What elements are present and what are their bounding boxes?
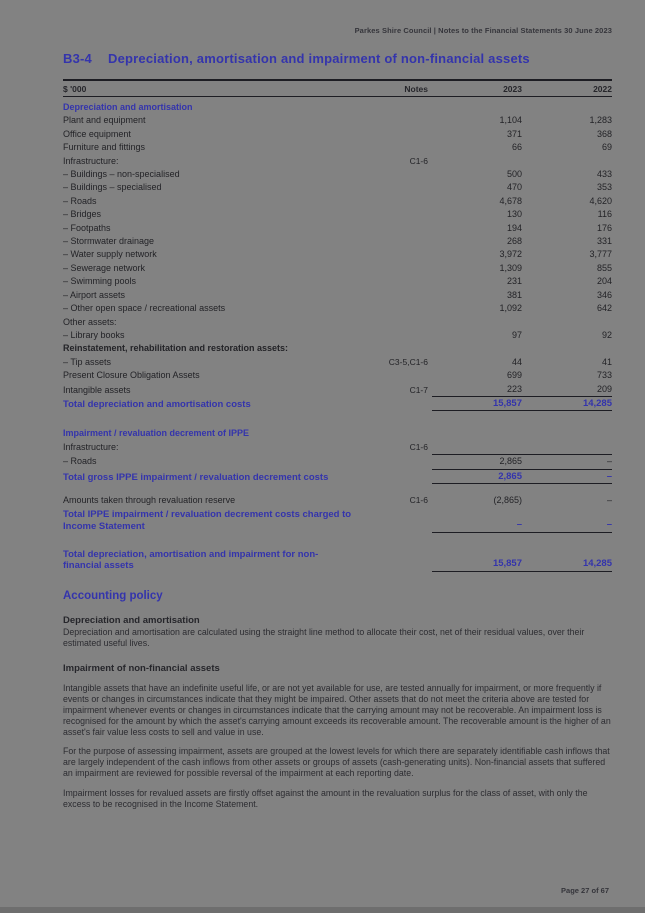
row-label: – Buildings – non-specialised <box>63 169 180 180</box>
row-label: Depreciation and amortisation <box>63 102 193 112</box>
cell-2023: 15,857 <box>432 397 522 411</box>
row-label: Plant and equipment <box>63 115 146 126</box>
page-number: Page 27 of 67 <box>561 886 609 895</box>
cell-2023: 1,092 <box>499 303 522 314</box>
cell-2023: 44 <box>511 356 522 367</box>
row-label: – Swimming pools <box>63 276 137 287</box>
table-row <box>63 195 612 208</box>
table-row <box>63 275 612 288</box>
cell-2022: 69 <box>601 142 612 153</box>
cell-2023: 223 <box>432 383 522 397</box>
table-row <box>63 547 612 572</box>
cell-2023: 268 <box>506 236 522 247</box>
cell-2022: 4,620 <box>589 195 612 206</box>
table-row <box>63 427 612 440</box>
table-body <box>63 101 612 572</box>
row-label: – Buildings – specialised <box>63 182 162 193</box>
cell-2022: 3,777 <box>589 249 612 260</box>
cell-2022: – <box>522 454 612 468</box>
table-row <box>63 248 612 261</box>
cell-2023: 381 <box>506 289 522 300</box>
table-row <box>63 494 612 507</box>
cell-2022: 642 <box>596 303 612 314</box>
row-note-ref: C3-5,C1-6 <box>388 356 428 367</box>
table-row <box>63 383 612 397</box>
cell-2022: 14,285 <box>522 397 612 411</box>
row-label: – Footpaths <box>63 222 111 233</box>
cell-2023: 699 <box>506 370 522 381</box>
row-label: – Tip assets <box>63 356 112 367</box>
row-label: Intangible assets <box>63 384 131 395</box>
table-row <box>63 533 612 547</box>
table-row <box>63 289 612 302</box>
table-row <box>63 369 612 382</box>
row-note-ref: C1-6 <box>409 155 428 166</box>
table-row <box>63 356 612 369</box>
accounting-policy-section <box>63 590 612 810</box>
cell-2023: 500 <box>506 169 522 180</box>
table-row <box>63 342 612 355</box>
table-row <box>63 262 612 275</box>
cell-2022: 92 <box>601 329 612 340</box>
row-label: – Library books <box>63 329 125 340</box>
policy-subheading-impairment: Impairment of non-financial assets <box>63 663 220 675</box>
row-label: Impairment / revaluation decrement of IPPE <box>63 428 250 439</box>
row-label: Infrastructure: <box>63 441 119 452</box>
table-row <box>63 114 612 127</box>
policy-paragraph: Impairment losses for revalued assets are firstly offset against the amount in the revaluation surplus for the class of asset, with only the excess to be recognised in the Income Statement. <box>63 787 588 809</box>
row-label: – Water supply network <box>63 249 157 260</box>
cell-2023: (2,865) <box>493 494 522 505</box>
column-header-2023: 2023 <box>503 84 522 94</box>
cell-2023: 2,865 <box>432 469 522 484</box>
row-label: Total depreciation and amortisation costs <box>63 398 251 410</box>
cell-2022: 41 <box>601 356 612 367</box>
cell-2023: 194 <box>506 222 522 233</box>
column-header-2022: 2022 <box>593 84 612 94</box>
cell-2022: 433 <box>596 169 612 180</box>
cell-2022: 368 <box>596 128 612 139</box>
row-label: – Other open space / recreational assets <box>63 303 226 314</box>
table-row <box>63 469 612 484</box>
cell-2023: – <box>432 518 522 532</box>
cell-2023: 1,104 <box>499 115 522 126</box>
cell-2023: 231 <box>506 276 522 287</box>
table-row <box>63 302 612 315</box>
row-label: Present Closure Obligation Assets <box>63 370 200 381</box>
table-row <box>63 397 612 411</box>
table-row <box>63 155 612 168</box>
row-label: Amounts taken through revaluation reserve <box>63 494 236 505</box>
row-label: – Bridges <box>63 209 102 220</box>
cell-2023: 97 <box>511 329 522 340</box>
cell-2022: 14,285 <box>522 557 612 571</box>
row-label: – Roads <box>63 456 97 467</box>
row-note-ref: C1-6 <box>409 494 428 505</box>
cell-2022: 855 <box>596 262 612 273</box>
cell-2022: 116 <box>597 209 612 220</box>
table-row <box>63 329 612 342</box>
table-row <box>63 411 612 423</box>
row-label: Office equipment <box>63 128 131 139</box>
row-label: Infrastructure: <box>63 155 119 166</box>
table-row <box>63 507 612 532</box>
row-label: – Sewerage network <box>63 262 146 273</box>
cell-2023: 1,309 <box>499 262 522 273</box>
table-row <box>63 168 612 181</box>
table-row <box>63 484 612 494</box>
cell-2023: 130 <box>506 209 522 220</box>
cell-2023: 470 <box>506 182 522 193</box>
cell-2023: 2,865 <box>432 454 522 468</box>
cell-2022: – <box>522 518 612 532</box>
cell-2022: 733 <box>596 370 612 381</box>
policy-subheading-depreciation: Depreciation and amortisation <box>63 614 200 626</box>
note-code: B3-4 <box>63 51 92 66</box>
cell-2022: – <box>522 469 612 484</box>
accounting-policy-heading: Accounting policy <box>63 589 163 602</box>
table-row <box>63 235 612 248</box>
table-row <box>63 316 612 329</box>
cell-2022: 353 <box>596 182 612 193</box>
row-label: Total depreciation, amortisation and impairment for non-financial assets <box>63 548 319 572</box>
row-label: Other assets: <box>63 316 117 327</box>
row-note-ref: C1-6 <box>409 441 428 452</box>
table-row <box>63 208 612 221</box>
row-label: Reinstatement, rehabilitation and restoration assets: <box>63 343 289 354</box>
row-label: – Roads <box>63 195 97 206</box>
table-row <box>63 454 612 468</box>
column-header-notes: Notes <box>404 84 428 94</box>
row-note-ref: C1-7 <box>409 384 428 395</box>
cell-2022: 346 <box>596 289 612 300</box>
column-header-unit: $ '000 <box>63 84 87 94</box>
cell-2022: 331 <box>596 236 612 247</box>
page-content <box>63 26 612 809</box>
table-row <box>63 128 612 141</box>
table-row <box>63 181 612 194</box>
cell-2022: 209 <box>522 383 612 397</box>
financial-table <box>63 79 612 572</box>
note-title <box>63 51 612 66</box>
document-header: Parkes Shire Council | Notes to the Financial Statements 30 June 2023 <box>354 26 612 35</box>
policy-paragraph: Intangible assets that have an indefinite useful life, or are not yet available for use, are tested annually for impairment, or more frequently if events or changes in circumstances indicate that they might be impaired. Other assets that do not meet the criteria above are tested for impairment whenever events or changes in circumstances indicate that the carrying amount may not be recoverable. An impairment loss is recognised for the amount by which the asset's carrying amount exceeds its recoverable amount. The recoverable amount is the higher of an asset's fair value less costs to sell and value in use. <box>63 683 611 737</box>
policy-paragraph: For the purpose of assessing impairment, assets are grouped at the lowest levels for which there are separately identifiable cash inflows that are largely independent of the cash inflows from other assets or groups of assets (cash-generating units). Non-financial assets that suffered an impairment are reviewed for possible reversal of the impairment at each reporting date. <box>63 746 610 778</box>
row-label: Furniture and fittings <box>63 142 146 153</box>
cell-2023: 66 <box>511 142 522 153</box>
cell-2022: 204 <box>596 276 612 287</box>
table-row <box>63 141 612 154</box>
row-label: Total gross IPPE impairment / revaluation decrement costs <box>63 471 329 483</box>
page-edge <box>0 907 645 913</box>
note-title-text: Depreciation, amortisation and impairment of non-financial assets <box>108 51 530 66</box>
row-label: – Airport assets <box>63 289 126 300</box>
cell-2023: 3,972 <box>499 249 522 260</box>
cell-2023: 4,678 <box>499 195 522 206</box>
table-header-row <box>63 81 612 97</box>
policy-paragraph: Depreciation and amortisation are calculated using the straight line method to allocate their cost, net of their residual values, over their estimated useful lives. <box>63 626 585 648</box>
cell-2022: – <box>606 494 612 505</box>
table-row <box>63 101 612 114</box>
table-row <box>63 222 612 235</box>
cell-2023: 15,857 <box>432 557 522 571</box>
cell-2023: 371 <box>506 128 522 139</box>
table-row <box>63 441 612 454</box>
cell-2022: 176 <box>596 222 612 233</box>
row-label: Total IPPE impairment / revaluation decrement costs charged to Income Statement <box>63 509 352 532</box>
cell-2022: 1,283 <box>589 115 612 126</box>
row-label: – Stormwater drainage <box>63 236 155 247</box>
